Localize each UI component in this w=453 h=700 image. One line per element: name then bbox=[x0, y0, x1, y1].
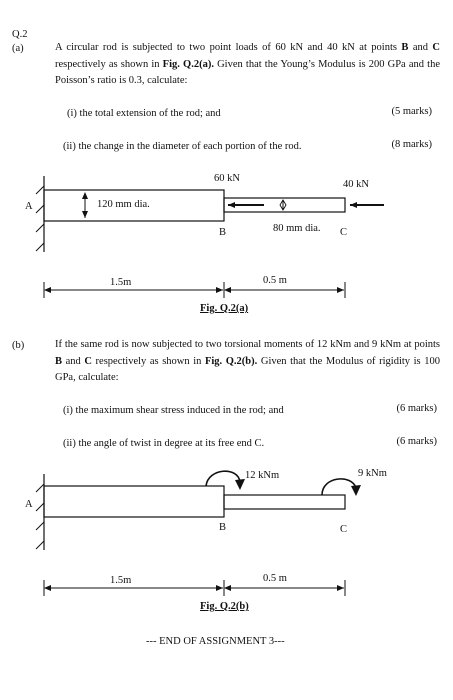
end-of-assignment: --- END OF ASSIGNMENT 3--- bbox=[146, 636, 285, 647]
part-b-item-i: (i) the maximum shear stress induced in the rod; and bbox=[63, 405, 284, 416]
dimension-line-a bbox=[44, 282, 345, 298]
label-load-b: 60 kN bbox=[214, 173, 240, 184]
diameter-arrow-small bbox=[280, 200, 286, 210]
label-load-c: 40 kN bbox=[343, 179, 369, 190]
label-length-1-b: 1.5m bbox=[110, 575, 132, 586]
label-moment-c: 9 kNm bbox=[358, 468, 387, 479]
rod-b-small-section bbox=[224, 495, 345, 509]
part-a-item-i: (i) the total extension of the rod; and bbox=[67, 108, 221, 119]
dimension-line-b bbox=[44, 580, 345, 596]
figure-b-ref: Fig. Q.2(b). bbox=[204, 355, 258, 367]
rod-small-section bbox=[224, 198, 345, 212]
point-c-ref: C bbox=[432, 42, 440, 53]
part-a-paragraph: A circular rod is subjected to two point loads of 60 kN and 40 kN at points B and C respectively as shown in Fig. Q.2(a). Given that the Young’s Modulus is 200 GPa and the Poisson’s ratio is 0.3, calculate: bbox=[55, 42, 441, 86]
label-point-a: A bbox=[25, 201, 33, 212]
point-c-ref-2: C bbox=[84, 355, 92, 367]
part-b-paragraph: If the same rod is now subjected to two torsional moments of 12 kNm and 9 kNm at points B and C respectively as shown in Fig. Q.2(b). Given that the Modulus of rigidity is 100 GPa, calculate: bbox=[55, 339, 440, 383]
figure-a-ref: Fig. Q.2(a). bbox=[162, 58, 214, 70]
fixed-support-a bbox=[36, 176, 44, 252]
part-b-item-ii-marks: (6 marks) bbox=[396, 436, 437, 447]
label-point-c-b: C bbox=[340, 524, 348, 535]
label-length-2-b: 0.5 m bbox=[263, 573, 287, 584]
point-b-ref-2: B bbox=[55, 355, 63, 367]
torque-arrow-c bbox=[322, 479, 361, 496]
label-point-c: C bbox=[340, 227, 348, 238]
figure-b-caption: Fig. Q.2(b) bbox=[200, 601, 249, 612]
part-a-label: (a) bbox=[12, 43, 24, 54]
fixed-support-b bbox=[36, 474, 44, 550]
part-b-label: (b) bbox=[12, 340, 25, 351]
label-length-2: 0.5 m bbox=[263, 275, 287, 286]
label-point-b: B bbox=[219, 227, 227, 238]
part-a-item-i-marks: (5 marks) bbox=[391, 106, 432, 117]
label-point-a-b: A bbox=[25, 499, 33, 510]
label-moment-b: 12 kNm bbox=[245, 470, 280, 481]
label-point-b-b: B bbox=[219, 522, 227, 533]
label-diameter-small: 80 mm dia. bbox=[273, 223, 321, 234]
label-diameter-large: 120 mm dia. bbox=[97, 199, 150, 210]
part-a-item-ii: (ii) the change in the diameter of each portion of the rod. bbox=[63, 141, 302, 152]
part-a-item-ii-marks: (8 marks) bbox=[391, 139, 432, 150]
point-b-ref: B bbox=[401, 42, 409, 53]
label-length-1: 1.5m bbox=[110, 277, 132, 288]
part-b-item-i-marks: (6 marks) bbox=[396, 403, 437, 414]
rod-b-large-section bbox=[44, 486, 224, 517]
torque-arrow-b bbox=[206, 471, 245, 490]
figure-a-caption: Fig. Q.2(a) bbox=[200, 303, 249, 314]
question-number: Q.2 bbox=[12, 29, 28, 40]
part-b-item-ii: (ii) the angle of twist in degree at its free end C. bbox=[63, 438, 265, 449]
